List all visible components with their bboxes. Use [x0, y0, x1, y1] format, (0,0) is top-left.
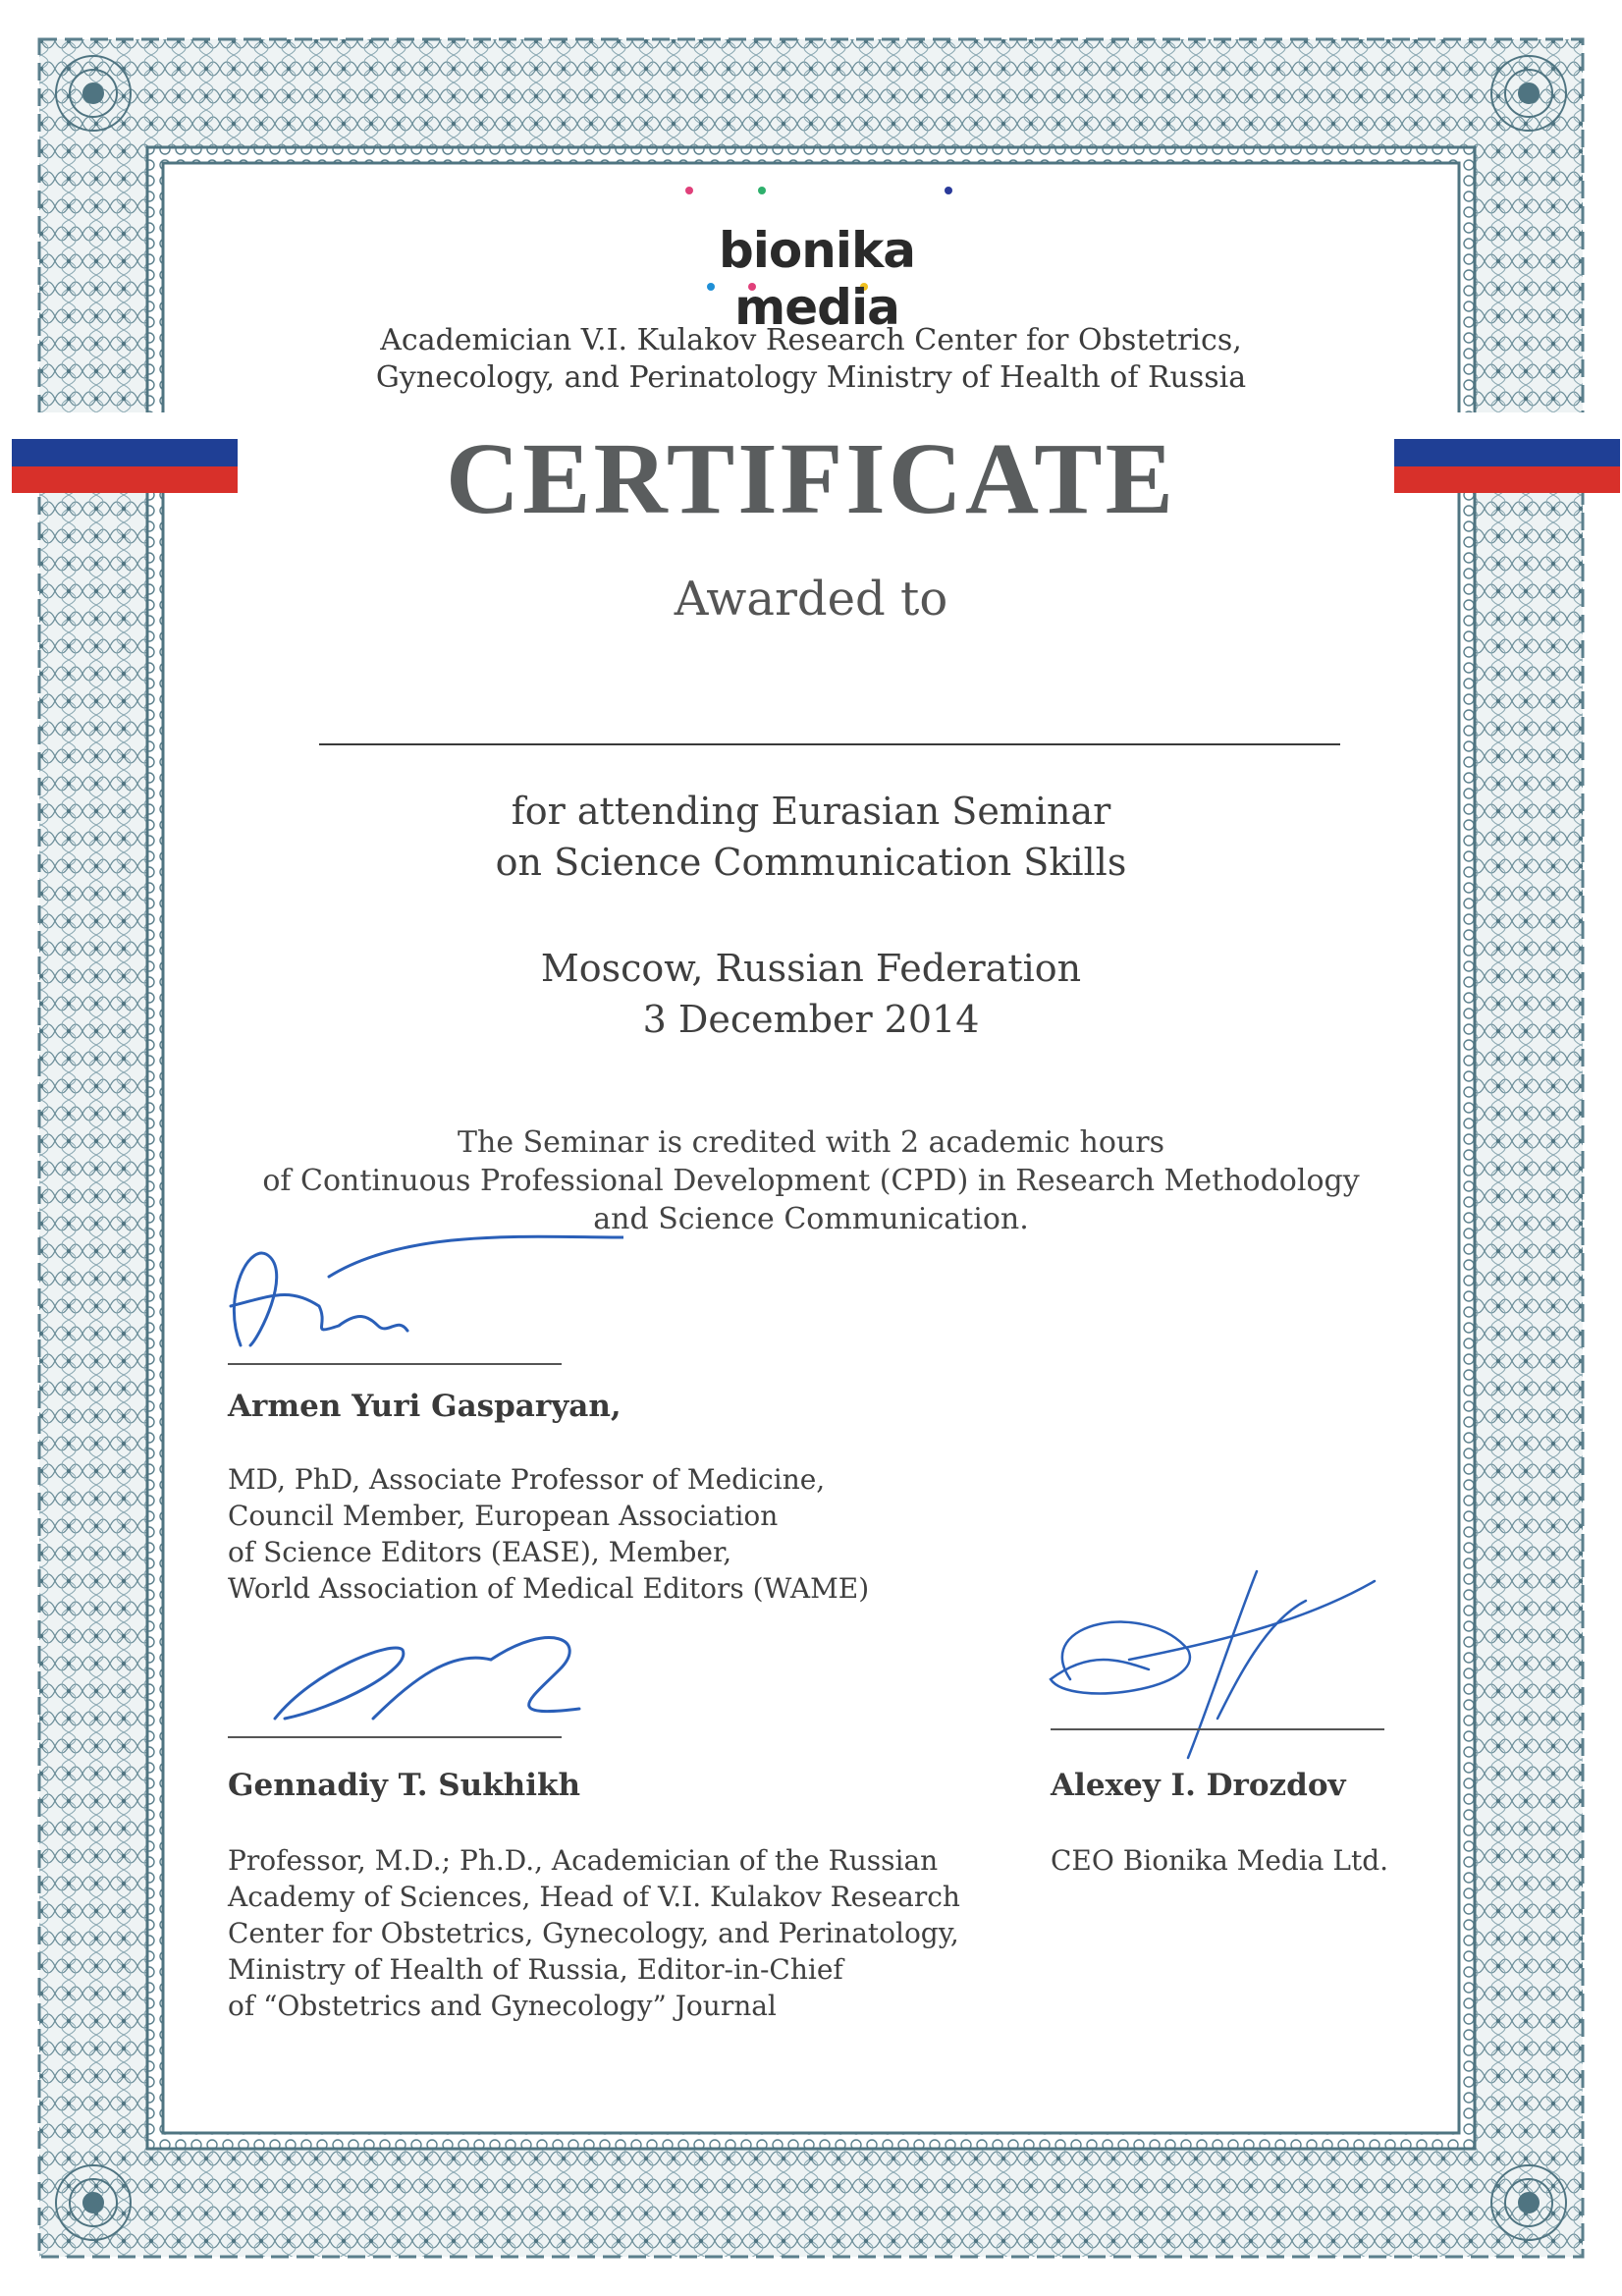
location-place: Moscow, Russian Federation: [540, 947, 1082, 990]
signature-drozdov: [1011, 1561, 1384, 1768]
signer-name-gasparyan: Armen Yuri Gasparyan,: [228, 1389, 622, 1424]
seminar-line-2: on Science Communication Skills: [495, 841, 1127, 884]
signature-line-sukhikh: [228, 1736, 562, 1738]
credit-line-3: and Science Communication.: [593, 1202, 1029, 1236]
signer-name-drozdov: Alexey I. Drozdov: [1051, 1768, 1346, 1803]
credit-line-1: The Seminar is credited with 2 academic hours: [458, 1125, 1164, 1160]
institution-line-1: Academician V.I. Kulakov Research Center for Obstetrics,: [380, 323, 1242, 357]
event-date: 3 December 2014: [642, 998, 980, 1041]
signer-credentials-drozdov: CEO Bionika Media Ltd.: [1051, 1844, 1389, 1877]
signer-credentials-gasparyan: MD, PhD, Associate Professor of Medicine, Council Member, European Association of Science Editors (EASE), Member, World Association of Medical Editors (WAME): [228, 1463, 870, 1605]
bionika-media-logo: [650, 185, 984, 336]
certificate-title: CERTIFICATE: [446, 422, 1176, 535]
signature-sukhikh: [255, 1611, 609, 1738]
logo-dot: [685, 187, 693, 194]
recipient-name-line: [319, 743, 1340, 745]
awarded-to-label: Awarded to: [674, 572, 948, 627]
logo-dot: [945, 187, 952, 194]
logo-dot: [758, 187, 766, 194]
signer-name-sukhikh: Gennadiy T. Sukhikh: [228, 1768, 581, 1803]
credit-line-2: of Continuous Professional Development (CPD) in Research Methodology: [262, 1164, 1360, 1198]
signature-line-drozdov: [1051, 1728, 1384, 1730]
logo-wordmark: bionika media: [718, 222, 915, 336]
seminar-line-1: for attending Eurasian Seminar: [511, 790, 1111, 833]
signature-line-gasparyan: [228, 1363, 562, 1365]
signer-credentials-sukhikh: Professor, M.D.; Ph.D., Academician of the Russian Academy of Sciences, Head of V.I. Kulakov Research Center for Obstetrics, Gynecology, and Perinatology, Ministry of Health of Russia, Editor-in-Chief of “Obstetrics and Gynecology” Journal: [228, 1844, 960, 2022]
institution-line-2: Gynecology, and Perinatology Ministry of Health of Russia: [375, 360, 1247, 395]
signature-gasparyan: [211, 1218, 623, 1365]
